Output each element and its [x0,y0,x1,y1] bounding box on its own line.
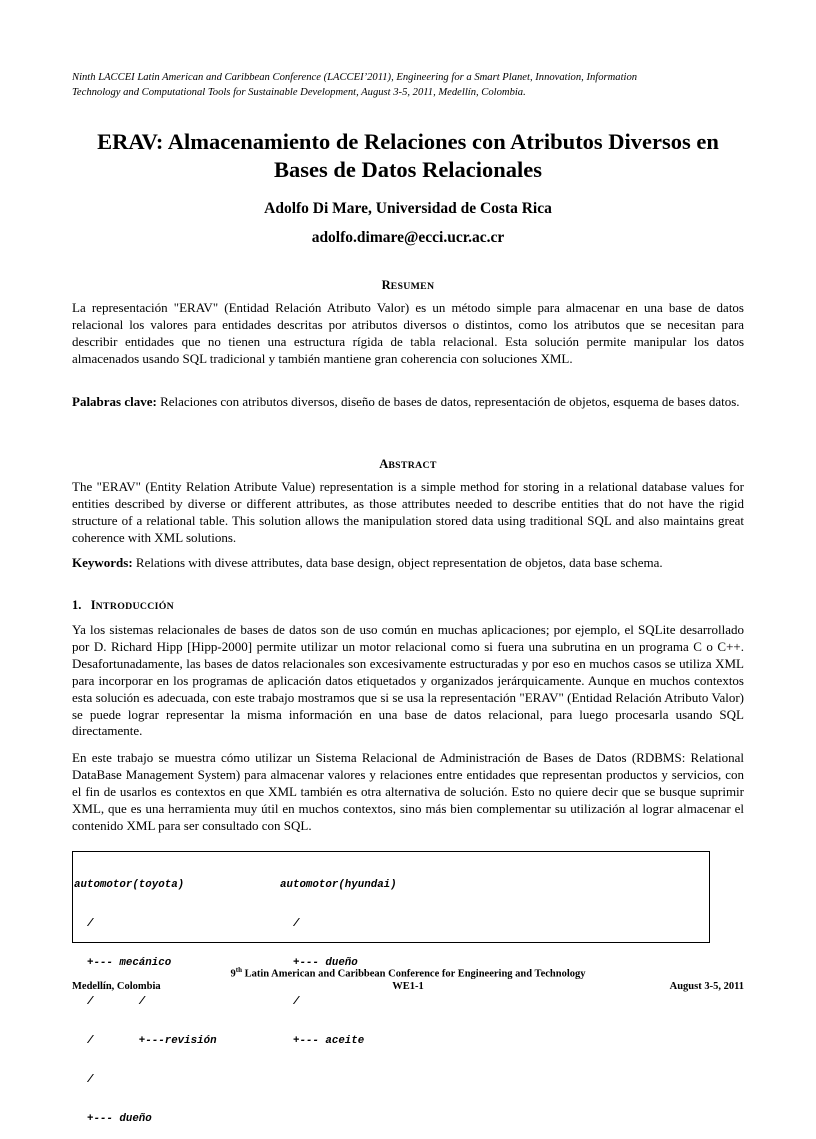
footer-city: Medellín, Colombia [72,981,161,992]
abstract-heading-first: A [379,457,389,471]
abstract-keywords-text: Relations with divese attributes, data base design, object representation de objetos, data base schema. [132,555,663,570]
paper-title-line2: Bases de Datos Relacionales [273,157,543,182]
footer-conf-sup: th [235,966,242,974]
code-column-left [74,853,217,1139]
code-line: / [280,918,300,930]
conference-header-line1: Ninth LACCEI Latin American and Caribbean Conference (LACCEI’2011), Engineering for a Smart Planet, Innovation, Information [72,72,638,83]
section-heading-introduccion [72,598,174,613]
code-line: +--- mecánico [74,957,172,969]
code-line: automotor(toyota) [74,879,185,891]
section-number: 1. [72,598,82,612]
author-email: adolfo.dimare@ecci.ucr.ac.cr [311,229,505,246]
abstract-heading [72,457,744,472]
paper-title-line1: ERAV: Almacenamiento de Relaciones con Atributos Diversos en [97,129,719,154]
resumen-body: La representación "ERAV" (Entidad Relación Atributo Valor) es un método simple para almacenar en una base de datos relacional los valores para entidades descritas por atributos diversos o distintos, como los atributos que se necesitan para describir entidades que no tienen una estructura rígida de tabla relacional. Esta solución permite manipular los datos almacenados usando SQL tradicional y también mantiene gran coherencia con soluciones XML. [72,300,744,366]
section-heading-first: I [90,598,96,612]
paper-title [60,128,756,184]
code-line: / / [74,996,146,1008]
resumen-heading-first: R [381,278,391,292]
code-line: automotor(hyundai) [280,879,397,891]
code-line: +--- dueño [280,957,358,969]
conference-header [72,70,744,100]
intro-paragraph-1: Ya los sistemas relacionales de bases de datos son de uso común en muchas aplicaciones; por ejemplo, el SQLite desarrollado por D. Richard Hipp [Hipp-2000] permite utilizar un motor relacional como si fuera una subrutina en un programa C o C++. Desafortunadamente, las bases de datos relacionales son excesivamente estructuradas y por eso en muchos casos se utiliza XML para incorporar en los programas de aplicación datos etiquetados y organizados jerárquicamente. Aunque en muchos contextos esta solución es adecuada, con este trabajo mostramos que si se usa la representación "ERAV" (Entidad Relación Atributo Valor) se puede lograr representar la misma información en una base de datos relacional, para luego procesarla usando SQL directamente. [72,622,744,739]
code-line: / [74,1074,94,1086]
intro-paragraph-2: En este trabajo se muestra cómo utilizar un Sistema Relacional de Administración de Bases de Datos (RDBMS: Relational DataBase Management System) para almacenar valores y relaciones entre entidades que representan productos y servicios, con el fin de usarlos es contextos en que XML también es otra alternativa de solución. Esto no quiere decir que se busque suprimir XML, que es una herramienta muy útil en muchos contextos, sino más bien complementar su utilización al lograr almacenar el contenido XML para ser consultado con SQL. [72,750,744,833]
abstract-keywords [72,555,744,572]
code-line: / [74,918,94,930]
abstract-body: The "ERAV" (Entity Relation Atribute Value) representation is a simple method for storing in a relational database values for entities described by diverse or different attributes, as those attributes needed to describe entities that do not have the rigid structure of a relational table. This solution allows the manipulation stored data using traditional SQL and also maintains great coherence with XML solutions. [72,479,744,545]
resumen-heading [72,278,744,293]
footer-conf-text: Latin American and Caribbean Conference for Engineering and Technology [241,968,586,980]
footer-dates: August 3-5, 2011 [669,981,744,992]
abstract-keywords-label: Keywords: [72,555,133,570]
section-heading-rest: NTRODUCCIÓN [95,601,175,612]
author-line: Adolfo Di Mare, Universidad de Costa Rica [264,200,552,217]
footer-conference [72,966,744,980]
resumen-keywords-label: Palabras clave: [72,394,157,409]
resumen-keywords-text: Relaciones con atributos diversos, diseño de bases de datos, representación de objetos, esquema de bases datos. [156,394,740,409]
code-line: +--- dueño [74,1113,152,1125]
footer-conf-number: 9 [230,968,236,980]
code-line: +--- aceite [280,1035,365,1047]
footer-page-id: WE1-1 [392,981,424,992]
code-column-right [280,853,397,1061]
conference-header-line2: Technology and Computational Tools for Sustainable Development, August 3-5, 2011, Medellín, Colombia. [72,87,526,98]
resumen-heading-rest: ESUMEN [390,281,435,292]
resumen-keywords [72,394,744,411]
code-line: / +---revisión [74,1035,217,1047]
code-line: / [280,996,300,1008]
abstract-heading-rest: BSTRACT [388,460,437,471]
